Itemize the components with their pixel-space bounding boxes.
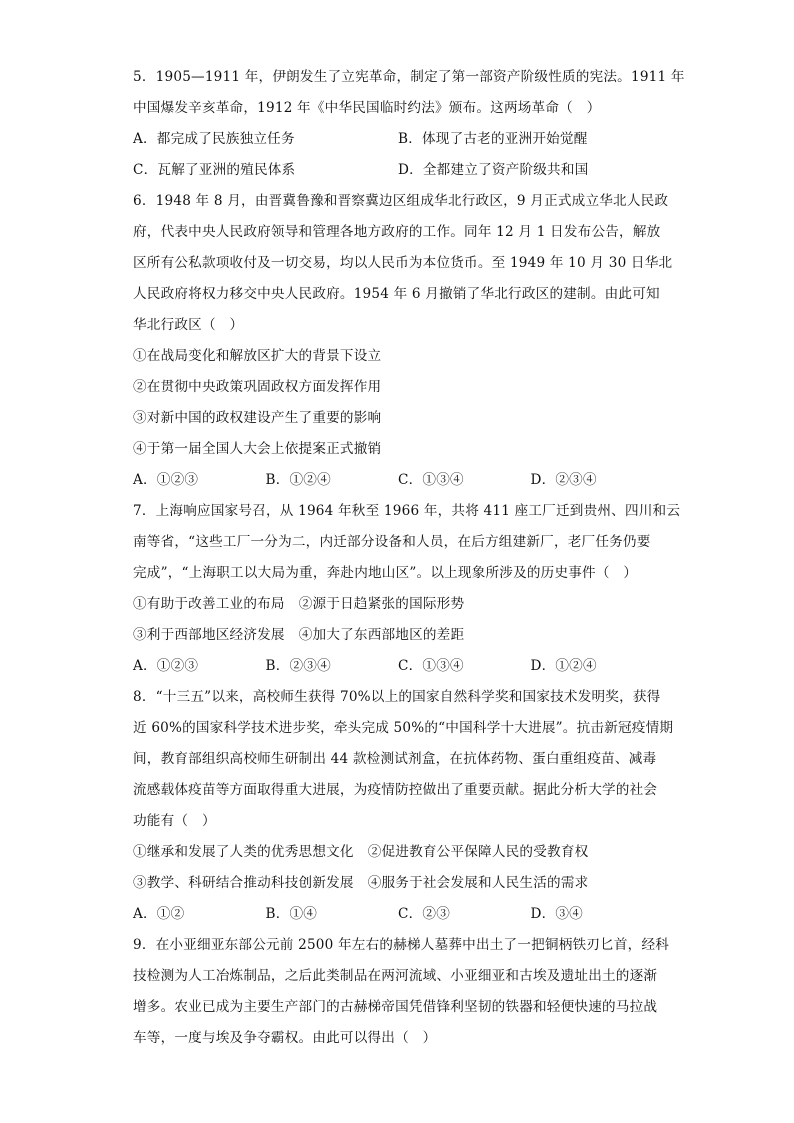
statement-2: ②促进教育公平保障人民的受教育权 [367, 844, 589, 860]
question-8 [133, 682, 674, 930]
options-row [133, 899, 663, 930]
statement-3: ③利于西部地区经济发展 [133, 627, 285, 643]
statements-row [133, 868, 663, 899]
question-7 [133, 496, 681, 682]
option-b[interactable]: B．①④ [265, 906, 318, 922]
statement-1: ①继承和发展了人类的优秀思想文化 [133, 844, 354, 860]
options-row [133, 465, 663, 496]
question-9 [133, 930, 670, 1054]
option-c[interactable]: C．②③ [398, 906, 450, 922]
option-a[interactable]: A．①②③ [133, 658, 199, 674]
question-stem-line: 间，教育部组织高校师生研制出 44 款检测试剂盒，在抗体药物、蛋白重组疫苗、减毒 [133, 751, 657, 767]
question-stem-line: 6．1948 年 8 月，由晋冀鲁豫和晋察冀边区组成华北行政区，9 月正式成立华北人民政 [133, 193, 669, 209]
question-stem-line: 中国爆发辛亥革命，1912 年《中华民国临时约法》颁布。这两场革命（ ） [133, 100, 601, 116]
option-d[interactable]: D．①②④ [530, 658, 597, 674]
options-row [133, 124, 663, 155]
statement-4: ④于第一届全国人大会上依提案正式撤销 [133, 441, 382, 457]
options-row [133, 155, 663, 186]
option-b[interactable]: B．①②④ [265, 472, 331, 488]
question-stem-line: 7．上海响应国家号召，从 1964 年秋至 1966 年，共将 411 座工厂迁到贵州、四川和云 [133, 503, 681, 519]
statements-row [133, 620, 663, 651]
question-stem-line: 近 60%的国家科学技术进步奖，牵头完成 50%的“中国科学十大进展”。抗击新冠疫情期 [133, 720, 674, 736]
option-a[interactable]: A．都完成了民族独立任务 [133, 131, 295, 147]
question-5 [133, 62, 685, 186]
question-stem-line: 功能有（ ） [133, 813, 216, 829]
statement-1: ①有助于改善工业的布局 [133, 596, 285, 612]
statement-4: ④加大了东西部地区的差距 [298, 627, 465, 643]
options-row [133, 651, 663, 682]
option-b[interactable]: B．②③④ [265, 658, 331, 674]
question-6 [133, 186, 673, 496]
option-c[interactable]: C．①③④ [398, 658, 464, 674]
statements-row [133, 837, 663, 868]
option-c[interactable]: C．①③④ [398, 472, 464, 488]
option-d[interactable]: D．②③④ [530, 472, 597, 488]
statement-2: ②在贯彻中央政策巩固政权方面发挥作用 [133, 379, 382, 395]
statement-1: ①在战局变化和解放区扩大的背景下设立 [133, 348, 382, 364]
statement-3: ③对新中国的政权建设产生了重要的影响 [133, 410, 382, 426]
option-a[interactable]: A．①②③ [133, 472, 199, 488]
question-stem-line: 流感载体疫苗等方面取得重大进展，为疫情防控做出了重要贡献。据此分析大学的社会 [133, 782, 658, 798]
option-d[interactable]: D．全都建立了资产阶级共和国 [398, 162, 589, 178]
question-stem-line: 南等省，“这些工厂一分为二，内迁部分设备和人员，在后方组建新厂，老厂任务仍要 [133, 534, 651, 550]
question-stem-line: 车等，一度与埃及争夺霸权。由此可以得出（ ） [133, 1030, 437, 1046]
question-stem-line: 技检测为人工冶炼制品，之后此类制品在两河流域、小亚细亚和古埃及遗址出土的逐渐 [133, 968, 658, 984]
question-stem-line: 完成”，“上海职工以大局为重，奔赴内地山区”。以上现象所涉及的历史事件（ ） [133, 565, 638, 581]
question-stem-line: 区所有公私款项收付及一切交易，均以人民币为本位货币。至 1949 年 10 月 30 日华北 [133, 255, 673, 271]
option-a[interactable]: A．①② [133, 906, 185, 922]
question-stem-line: 9．在小亚细亚东部公元前 2500 年左右的赫梯人墓葬中出土了一把铜柄铁刃匕首，经科 [133, 937, 670, 953]
question-stem-line: 增多。农业已成为主要生产部门的古赫梯帝国凭借锋利坚韧的铁器和轻便快速的马拉战 [133, 999, 658, 1015]
question-stem-line: 人民政府将权力移交中央人民政府。1954 年 6 月撤销了华北行政区的建制。由此可知 [133, 286, 660, 302]
question-stem-line: 府，代表中央人民政府领导和管理各地方政府的工作。同年 12 月 1 日发布公告，解放 [133, 224, 661, 240]
option-d[interactable]: D．③④ [530, 906, 583, 922]
statement-4: ④服务于社会发展和人民生活的需求 [367, 875, 589, 891]
question-stem-line: 5．1905—1911 年，伊朗发生了立宪革命，制定了第一部资产阶级性质的宪法。1911 年 [133, 69, 685, 85]
statement-2: ②源于日趋紧张的国际形势 [298, 596, 465, 612]
question-stem-line: 华北行政区（ ） [133, 317, 244, 333]
option-c[interactable]: C．瓦解了亚洲的殖民体系 [133, 162, 296, 178]
question-list [133, 62, 685, 1054]
statements-row [133, 589, 663, 620]
question-stem-line: 8．“十三五”以来，高校师生获得 70%以上的国家自然科学奖和国家技术发明奖，获得 [133, 689, 661, 705]
option-b[interactable]: B．体现了古老的亚洲开始觉醒 [398, 131, 588, 147]
statement-3: ③教学、科研结合推动科技创新发展 [133, 875, 354, 891]
